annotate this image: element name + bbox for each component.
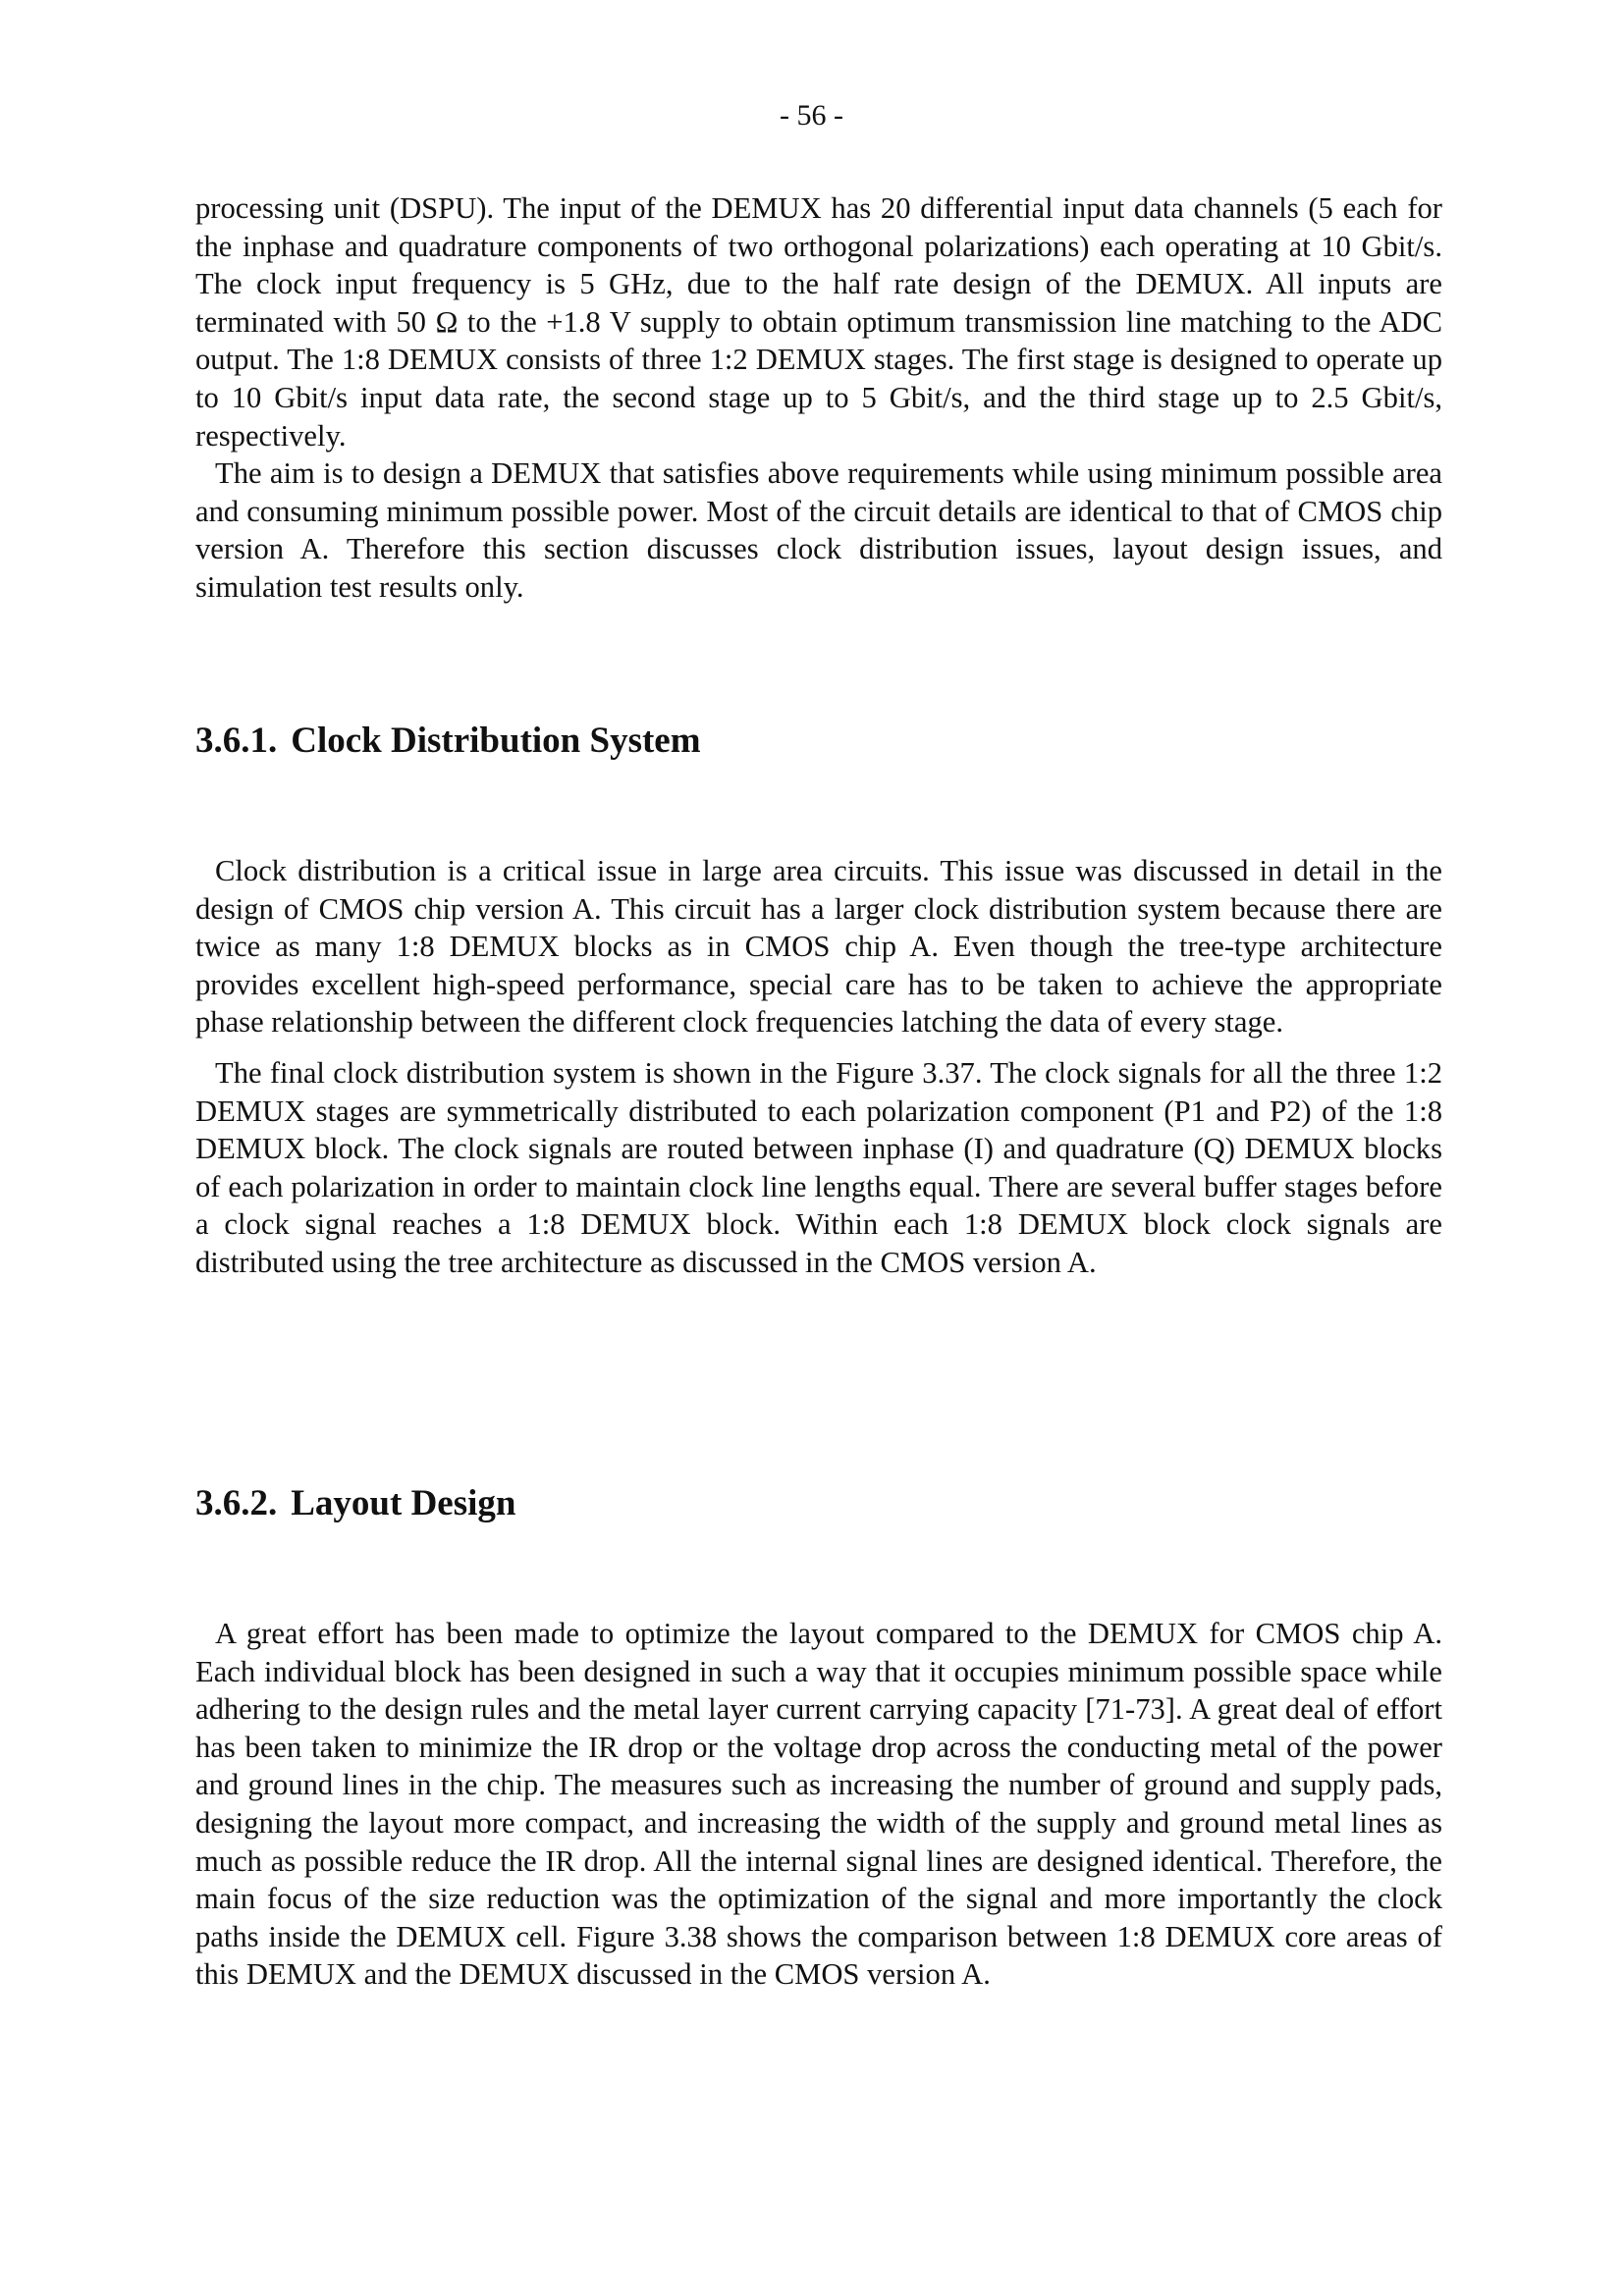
clock-paragraph-2: The final clock distribution system is shown in the Figure 3.37. The clock signals for all the three 1:2 DEMUX stages are symmetrically distributed to each polarization component (P1 and P2) of the 1:8 DEMUX block. The clock signals are routed between inphase (I) and quadrature (Q) DEMUX blocks of each polarization in order to maintain clock line lengths equal. There are several buffer stages before a clock signal reaches a 1:8 DEMUX block. Within each 1:8 DEMUX block clock signals are distributed using the tree architecture as discussed in the CMOS version A. (195, 1055, 1442, 1279)
layout-design-block (195, 1615, 1442, 1994)
section-title: Layout Design (291, 1483, 516, 1523)
layout-paragraph-1: A great effort has been made to optimize the layout compared to the DEMUX for CMOS chip A. Each individual block has been designed in such a way that it occupies minimum possible space while adhering to the design rules and the metal layer current carrying capacity [71-73]. A great deal of effort has been taken to minimize the IR drop or the voltage drop across the conducting metal of the power and ground lines in the chip. The measures such as increasing the number of ground and supply pads, designing the layout more compact, and increasing the width of the supply and ground metal lines as much as possible reduce the IR drop. All the internal signal lines are designed identical. Therefore, the main focus of the size reduction was the optimization of the signal and more importantly the clock paths inside the DEMUX cell. Figure 3.38 shows the comparison between 1:8 DEMUX core areas of this DEMUX and the DEMUX discussed in the CMOS version A. (195, 1617, 1442, 1992)
intro-paragraph-1: processing unit (DSPU). The input of the DEMUX has 20 differential input data channels (5 each for the inphase and quadrature components of two orthogonal polarizations) each operating at 10 Gbit/s. The clock input frequency is 5 GHz, due to the half rate design of the DEMUX. All inputs are terminated with 50 Ω to the +1.8 V supply to obtain optimum transmission line matching to the ADC output. The 1:8 DEMUX consists of three 1:2 DEMUX stages. The first stage is designed to operate up to 10 Gbit/s input data rate, the second stage up to 5 Gbit/s, and the third stage up to 2.5 Gbit/s, respectively. (195, 191, 1442, 453)
section-number: 3.6.1. (195, 721, 278, 761)
clock-distribution-block (195, 852, 1442, 1282)
intro-block (195, 189, 1442, 607)
section-heading-3-6-1 (195, 720, 701, 763)
section-title: Clock Distribution System (291, 721, 701, 761)
clock-paragraph-1: Clock distribution is a critical issue in large area circuits. This issue was discussed in detail in the design of CMOS chip version A. This circuit has a larger clock distribution system because there are twice as many 1:8 DEMUX blocks as in CMOS chip A. Even though the tree-type architecture provides excellent high-speed performance, special care has to be taken to achieve the appropriate phase relationship between the different clock frequencies latching the data of every stage. (195, 854, 1442, 1040)
section-heading-3-6-2 (195, 1482, 515, 1525)
intro-paragraph-2: The aim is to design a DEMUX that satisfies above requirements while using minimum possible area and consuming minimum possible power. Most of the circuit details are identical to that of CMOS chip version A. Therefore this section discusses clock distribution issues, layout design issues, and simulation test results only. (195, 456, 1442, 604)
section-number: 3.6.2. (195, 1483, 278, 1523)
page-number: - 56 - (780, 99, 843, 132)
